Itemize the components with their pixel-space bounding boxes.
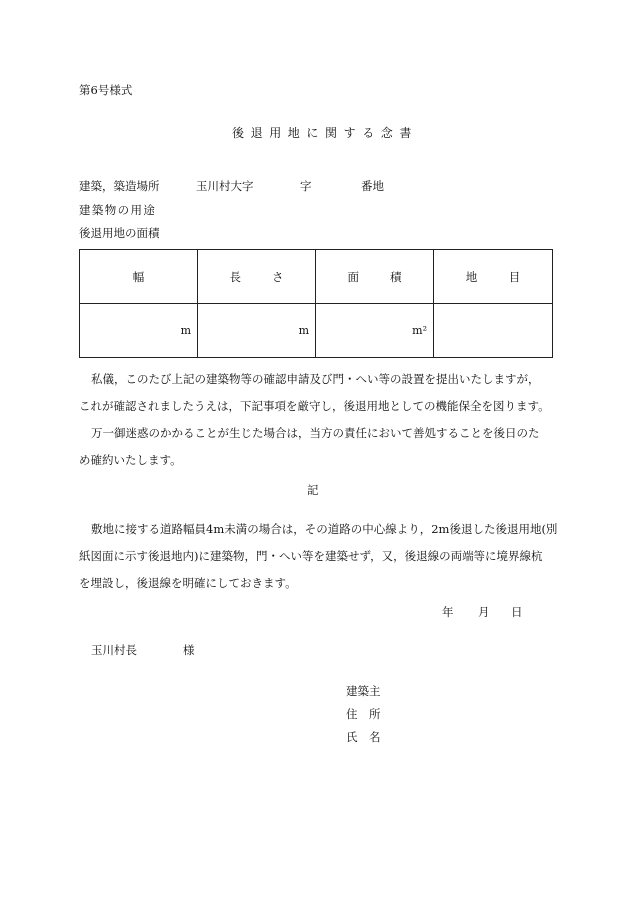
header-width-label: 幅: [132, 269, 145, 284]
signer-name-label: 氏 名: [346, 730, 381, 744]
value-width-cell[interactable]: [80, 304, 198, 358]
addressee-honorific: 様: [183, 643, 195, 657]
setback-table: [79, 249, 553, 358]
header-area-char2: 積: [390, 269, 402, 284]
unit-length: m: [298, 324, 309, 337]
header-area-char1: 面: [347, 269, 359, 284]
unit-width: m: [180, 324, 191, 337]
addressee-name: 玉川村長: [91, 643, 137, 657]
header-land-char2: 目: [508, 269, 521, 284]
value-area-cell[interactable]: [316, 304, 434, 358]
building-use-label: 建築物の用途: [79, 203, 157, 217]
value-length-cell[interactable]: [198, 304, 316, 358]
header-length-char2: さ: [272, 269, 284, 284]
date-year: 年: [442, 605, 454, 619]
paragraph-2-line-1: 万一御迷惑のかかることが生じた場合は，当方の責任において善処することを後日のた: [91, 426, 540, 440]
aza-label: 字: [300, 179, 312, 193]
header-land-char1: 地: [465, 269, 478, 284]
site-label: 建築，築造場所: [79, 179, 160, 193]
setback-area-label: 後退用地の面積: [79, 226, 160, 240]
date-day: 日: [511, 605, 523, 619]
signer-owner-label: 建築主: [346, 684, 381, 698]
header-land-category: [434, 250, 553, 304]
date-month: 月: [478, 605, 490, 619]
paragraph-1-line-1: 私儀，このたび上記の建築物等の確認申請及び門・へい等の設置を提出いたしますが，: [91, 372, 540, 386]
ki-heading: 記: [307, 483, 319, 497]
header-length: [198, 250, 316, 304]
unit-area: m²: [412, 324, 427, 337]
paragraph-3-line-3: を埋設し，後退線を明確にしておきます。: [79, 576, 297, 590]
table-header-row: [80, 250, 553, 304]
banchi-label: 番地: [361, 179, 384, 193]
paragraph-2-line-2: め確約いたします。: [79, 453, 182, 467]
village-label: 玉川村大字: [196, 179, 254, 193]
header-width: [80, 250, 198, 304]
header-area: [316, 250, 434, 304]
table-value-row: [80, 304, 553, 358]
paragraph-1-line-2: これが確認されましたうえは，下記事項を厳守し，後退用地としての機能保全を図ります。: [79, 399, 550, 413]
header-length-char1: 長: [229, 269, 241, 284]
value-land-cell[interactable]: [434, 304, 553, 358]
signer-address-label: 住 所: [346, 707, 381, 721]
document-title: 後退用地に関する念書: [232, 126, 419, 140]
paragraph-3-line-2: 紙図面に示す後退地内)に建築物，門・へい等を建築せず，又，後退線の両端等に境界線杭: [79, 549, 543, 563]
paragraph-3-line-1: 敷地に接する道路幅員4m未満の場合は，その道路の中心線より，2m後退した後退用地(別: [91, 522, 558, 536]
form-number: 第6号様式: [79, 83, 133, 97]
